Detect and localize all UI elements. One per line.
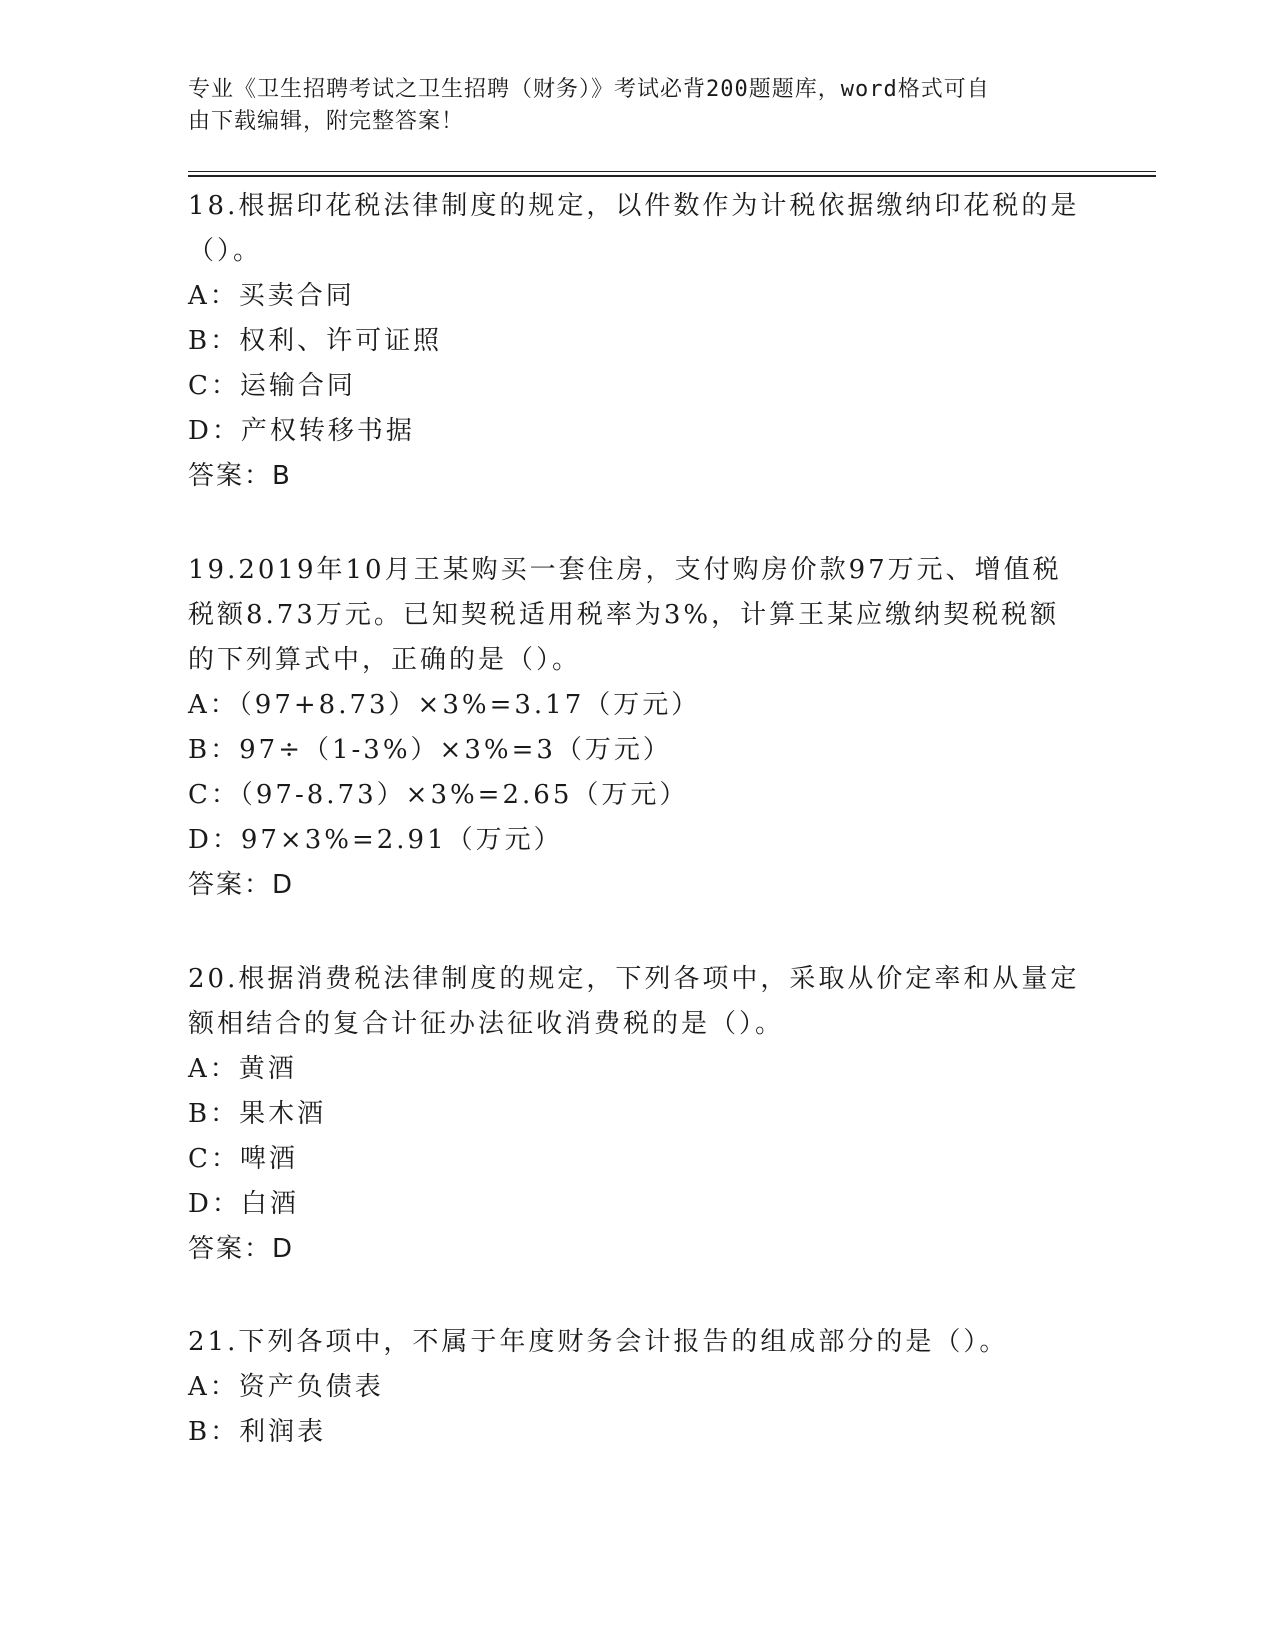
question-stem: 19.2019年10月王某购买一套住房，支付购房价款97万元、增值税税额8.73万元。已知契税适用税率为3%，计算王某应缴纳契税税额的下列算式中，正确的是（）。	[188, 555, 1062, 675]
option-b: B：97÷（1-3%）×3%=3（万元）	[188, 735, 672, 765]
header-rule-thick	[188, 175, 1156, 177]
header-line-1: 专业《卫生招聘考试之卫生招聘（财务）》考试必背200题题库，word格式可自	[188, 77, 990, 102]
option-c: C：啤酒	[188, 1144, 298, 1174]
option-d: D：产权转移书据	[188, 416, 415, 446]
question-stem: 18.根据印花税法律制度的规定，以件数作为计税依据缴纳印花税的是（）。	[188, 191, 1080, 266]
option-a: A：（97+8.73）×3%=3.17（万元）	[188, 690, 701, 720]
header-line-2: 由下载编辑，附完整答案！	[188, 109, 465, 134]
question-stem: 21.下列各项中，不属于年度财务会计报告的组成部分的是（）。	[188, 1327, 1009, 1357]
question-20	[188, 957, 1088, 1272]
header-rule-thin	[188, 171, 1156, 172]
option-b: B：利润表	[188, 1417, 327, 1447]
option-b: B：果木酒	[188, 1099, 327, 1129]
question-stem: 20.根据消费税法律制度的规定，下列各项中，采取从价定率和从量定额相结合的复合计征办法征收消费税的是（）。	[188, 964, 1080, 1039]
option-c: C：运输合同	[188, 371, 356, 401]
answer: 答案：D	[188, 870, 295, 900]
question-21	[188, 1320, 1088, 1455]
answer: 答案：D	[188, 1234, 295, 1264]
question-18	[188, 184, 1088, 499]
option-a: A：资产负债表	[188, 1372, 384, 1402]
document-header	[188, 74, 1068, 138]
option-b: B：权利、许可证照	[188, 326, 443, 356]
option-c: C：（97-8.73）×3%=2.65（万元）	[188, 780, 689, 810]
option-d: D：白酒	[188, 1189, 299, 1219]
option-a: A：黄酒	[188, 1054, 297, 1084]
option-a: A：买卖合同	[188, 281, 355, 311]
option-d: D：97×3%=2.91（万元）	[188, 825, 563, 855]
question-19	[188, 548, 1088, 908]
answer: 答案：B	[188, 461, 292, 491]
